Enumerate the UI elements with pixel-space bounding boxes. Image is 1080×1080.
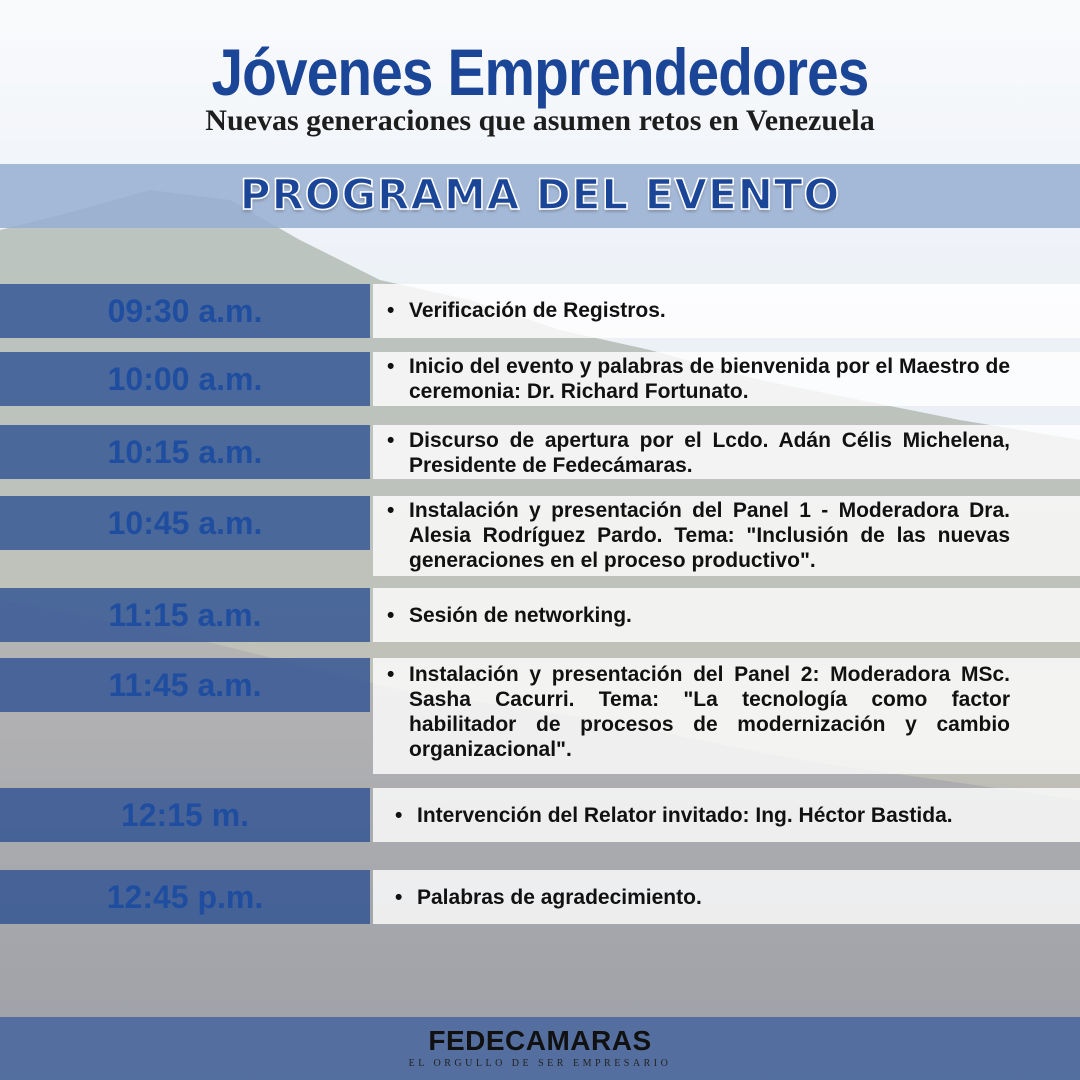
time-label: 12:45 p.m.: [106, 878, 264, 915]
agenda-item: [373, 788, 1080, 842]
bullet-icon: •: [387, 663, 395, 686]
agenda-item: [373, 352, 1080, 406]
event-title: Jóvenes Emprendedores: [211, 35, 869, 109]
bullet-icon: •: [387, 429, 395, 452]
agenda-description: [395, 803, 1010, 828]
agenda-description: [395, 885, 1010, 910]
agenda-description: [387, 603, 1010, 628]
time-box: [0, 352, 370, 406]
agenda-text: Discurso de apertura por el Lcdo. Adán Célis Michelena, Presidente de Fedecámaras.: [409, 429, 1010, 477]
agenda-item: [373, 588, 1080, 642]
agenda-description: [387, 662, 1010, 762]
bullet-icon: •: [387, 355, 395, 378]
time-box: [0, 588, 370, 642]
bullet-icon: •: [387, 604, 395, 627]
agenda-item: [373, 496, 1080, 576]
time-box: [0, 658, 370, 712]
time-label: 11:45 a.m.: [108, 666, 262, 703]
agenda-description: [387, 298, 1010, 323]
time-label: 12:15 m.: [120, 796, 250, 833]
event-subtitle: Nuevas generaciones que asumen retos en Venezuela: [205, 104, 875, 137]
time-label: 10:45 a.m.: [107, 504, 263, 541]
agenda-item: [373, 425, 1080, 479]
agenda-text: Sesión de networking.: [409, 604, 632, 627]
agenda-text: Intervención del Relator invitado: Ing. Héctor Bastida.: [417, 804, 953, 827]
fedecamaras-logo: FEDECAMARAS: [428, 1025, 652, 1056]
time-label: 09:30 a.m.: [107, 292, 263, 329]
agenda-description: [387, 428, 1010, 478]
time-label: 11:15 a.m.: [108, 596, 262, 633]
time-box: [0, 425, 370, 479]
time-box: [0, 284, 370, 338]
agenda-text: Instalación y presentación del Panel 1 - Moderadora Dra. Alesia Rodríguez Pardo. Tema: "Inclusión de las nuevas generaciones en el proceso productivo".: [409, 499, 1010, 572]
bullet-icon: •: [395, 804, 403, 827]
agenda-text: Inicio del evento y palabras de bienvenida por el Maestro de ceremonia: Dr. Richard Fortunato.: [409, 355, 1010, 403]
time-box: [0, 496, 370, 550]
bullet-icon: •: [387, 499, 395, 522]
time-label: 10:15 a.m.: [107, 433, 263, 470]
agenda-description: [387, 498, 1010, 573]
agenda-description: [387, 354, 1010, 404]
footer-slogan: EL ORGULLO DE SER EMPRESARIO: [408, 1058, 672, 1069]
time-box: [0, 870, 370, 924]
agenda-item: [373, 284, 1080, 338]
agenda-text: Verificación de Registros.: [409, 299, 666, 322]
bullet-icon: •: [395, 886, 403, 909]
time-label: 10:00 a.m.: [107, 360, 263, 397]
agenda-text: Palabras de agradecimiento.: [417, 886, 702, 909]
agenda-item: [373, 870, 1080, 924]
bullet-icon: •: [387, 299, 395, 322]
agenda-text: Instalación y presentación del Panel 2: Moderadora MSc. Sasha Cacurri. Tema: "La tecnología como factor habilitador de procesos de modernización y cambio organizacional".: [409, 663, 1010, 761]
time-box: [0, 788, 370, 842]
agenda-item: [373, 658, 1080, 774]
program-title: PROGRAMA DEL EVENTO: [239, 170, 841, 219]
